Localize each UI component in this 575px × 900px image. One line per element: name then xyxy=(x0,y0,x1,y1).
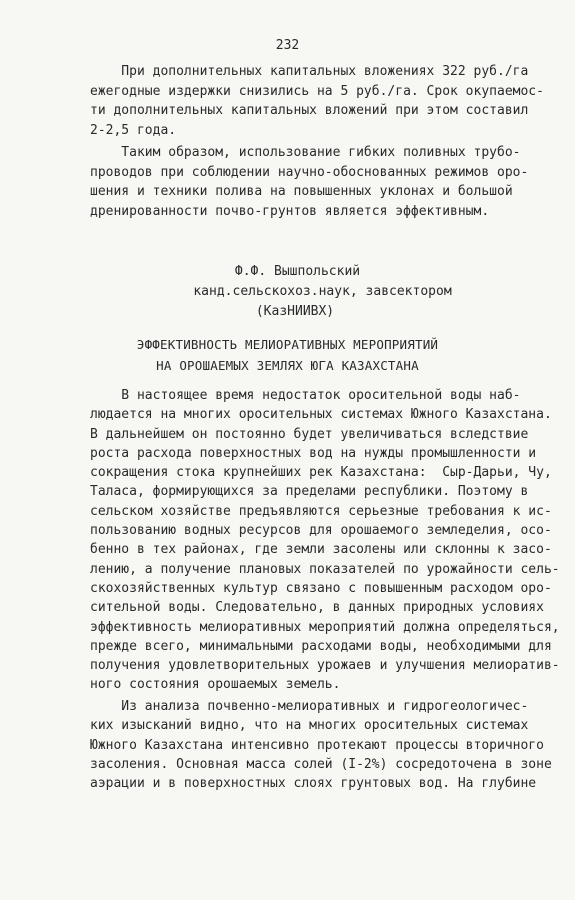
text-line: получения удовлетворительных урожаев и улучшения мелиоратив- xyxy=(90,658,560,674)
text-line: засоления. Основная масса солей (I-2%) сосредоточена в зоне xyxy=(90,756,552,772)
text-line: В настоящее время недостаток оросительной воды наб- xyxy=(90,388,521,403)
text-line: прежде всего, минимальными расходами воды, необходимыми для xyxy=(90,638,552,654)
title-line-1: ЭФФЕКТИВНОСТЬ МЕЛИОРАТИВНЫХ МЕРОПРИЯТИЙ xyxy=(136,337,439,352)
text-line: ких изысканий видно, что на многих оросительных системах xyxy=(90,718,529,734)
text-line: Таласа, формирующихся за пределами республики. Поэтому в xyxy=(90,484,529,500)
text-line: ного состояния орошаемых земель. xyxy=(90,677,341,693)
text-line: сельском хозяйстве предъявляются серьезные требования к ис- xyxy=(90,503,552,519)
text-line: лению, а получение плановых показателей по урожайности сель- xyxy=(90,561,560,577)
text-line: сительной воды. Следовательно, в данных природных условиях xyxy=(90,600,544,616)
text-line: При дополнительных капитальных вложениях 322 руб./га xyxy=(90,64,529,79)
article-title xyxy=(0,334,575,376)
author-block xyxy=(0,262,575,322)
title-line-2: НА ОРОШАЕМЫХ ЗЕМЛЯХ ЮГА КАЗАХСТАНА xyxy=(156,358,419,373)
paragraph-conclusion xyxy=(90,143,550,221)
text-line: дренированности почво-грунтов является эффективным. xyxy=(90,203,490,219)
text-line: ти дополнительных капитальных вложений при этом составил xyxy=(90,103,529,118)
author-org: (КазНИИВХ) xyxy=(255,304,335,319)
text-line: Таким образом, использование гибких поливных трубо- xyxy=(90,145,521,160)
text-line: скохозяйственных культур связано с повышенным расходом оро- xyxy=(90,580,552,596)
text-line: людается на многих оросительных системах Южного Казахстана. xyxy=(90,407,552,423)
text-line: аэрации и в поверхностных слоях грунтовых вод. На глубине xyxy=(90,776,537,792)
paragraph-salinization xyxy=(90,697,550,793)
text-line: 2-2,5 года. xyxy=(90,122,177,138)
text-line: шения и техники полива на повышенных уклонах и большой xyxy=(90,184,513,199)
text-line: пользованию водных ресурсов для орошаемого земледелия, осо- xyxy=(90,523,552,539)
author-position: канд.сельскохоз.наук, завсектором xyxy=(193,284,452,299)
text-line: В дальнейшем он постоянно будет увеличиваться вследствие xyxy=(90,426,529,442)
paragraph-investment xyxy=(90,62,550,140)
page-number: 232 xyxy=(275,38,300,53)
text-line: ежегодные издержки снизились на 5 руб./га. Срок окупаемос- xyxy=(90,83,544,99)
text-line: эффективность мелиоративных мероприятий должна определяться, xyxy=(90,619,560,635)
text-line: Из анализа почвенно-мелиоративных и гидрогеологичес- xyxy=(90,699,529,714)
text-line: Южного Казахстана интенсивно протекают процессы вторичного xyxy=(90,737,544,753)
paragraph-water-shortage xyxy=(90,386,560,695)
text-line: бенно в тех районах, где земли засолены или склонны к засо- xyxy=(90,542,552,558)
author-name: Ф.Ф. Вышпольский xyxy=(234,264,361,279)
text-line: сокращения стока крупнейших рек Казахстана: Сыр-Дарьи, Чу, xyxy=(90,465,552,481)
text-line: проводов при соблюдении научно-обоснованных режимов оро- xyxy=(90,164,529,180)
text-line: роста расхода поверхностных вод на нужды промышленности и xyxy=(90,445,537,461)
